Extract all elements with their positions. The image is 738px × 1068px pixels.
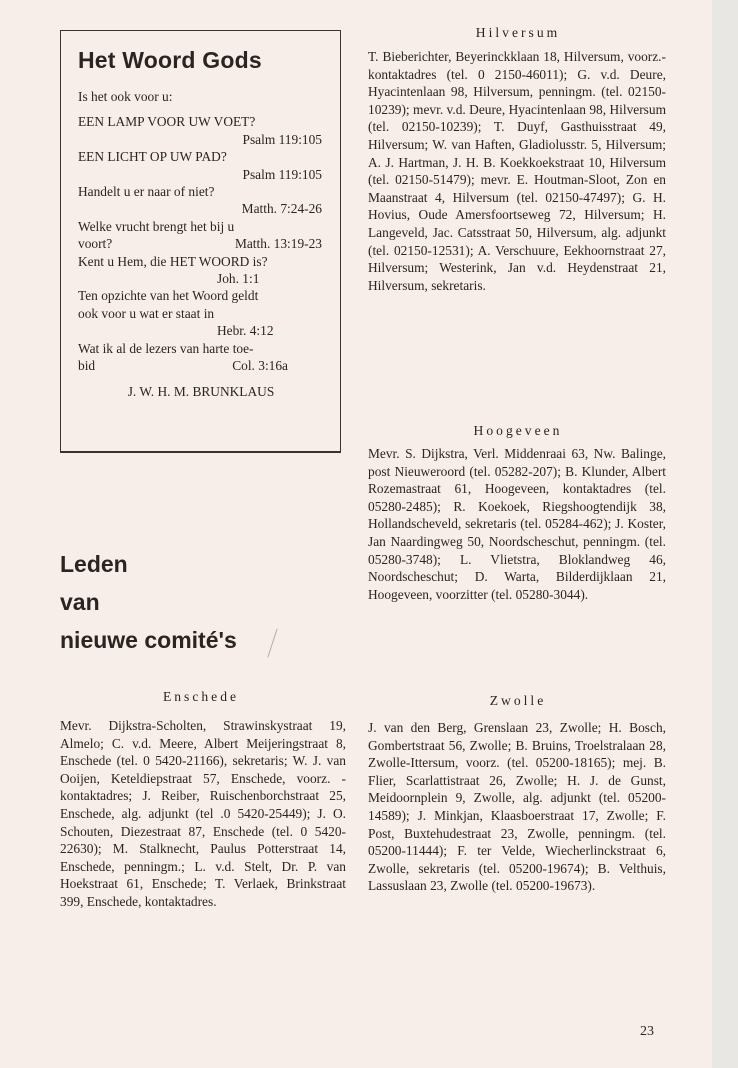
box-line: Welke vrucht brengt het bij u bbox=[78, 218, 235, 234]
section-title-hoogeveen: Hoogeveen bbox=[473, 423, 563, 438]
box-ref: Matth. 13:19-23 bbox=[234, 236, 322, 252]
box-line: EEN LICHT OP UW PAD? bbox=[78, 149, 227, 165]
box-line: Handelt u er naar of niet? bbox=[78, 184, 215, 200]
section-body-zwolle: J. van den Berg, Grenslaan 23, Zwolle; H. Bosch, Gombertstraat 56, Zwolle; B. Bruins, Troelstralaan 28, Zwolle-Ittersum, voorz. (tel. 05200-18165); mej. B. Flier, Scarlattistraat 26, Zwolle; H. J. de Gunst, Meidoornplein 9, Zwolle, alg. adjunkt (tel. 05200-14589); J. Minkjan, Klaasboerstraat 17, Zwolle; F. Post, Buxtehudestraat 23, Zwolle, penningm. (tel. 05200-11444); F. ter Velde, Wiecherlinckstraat 6, Zwolle, sekretaris (tel. 05200-19674); B. Velthuis, Lassuslaan 23, Zwolle (tel. 05200-19673). bbox=[368, 720, 666, 894]
box-intro: Is het ook voor u: bbox=[78, 89, 173, 104]
box-line: Wat ik al de lezers van harte toe- bbox=[78, 340, 254, 356]
section-body-hilversum: T. Bieberichter, Beyerinckklaan 18, Hilversum, voorz.-kontaktadres (tel. 0 2150-46011); G. v.d. Deure, Hyacintenlaan 98, Hilversum, penningm. (tel. 02150-10239); mevr. v.d. Deure, Hyacintenlaan 98, Hilversum (tel. 02150-10239); T. Duyf, Gasthuisstraat 49, Hilversum; W. van Haften, Gladiolusstr. 5, Hilversum; A. J. Hartman, J. H. B. Koekkoekstraat 10, Hilversum (tel. 02150-51479); mevr. E. Houtman-Sloot, Zon en Maanstraat 4, Hilversum (tel. 02150-47497); G. H. Hovius, Oude Amersfoortseweg 72, Hilversum; H. Langeveld, Jac. Catsstraat 50, Hilversum, alg. adjunkt (tel. 02150-12531); A. Verschuure, Eekhoornstraat 27, Hilversum; Westerink, Jan v.d. Heydenstraat 21, Hilversum, sekretaris. bbox=[368, 49, 666, 293]
box-ref: Matth. 7:24-26 bbox=[241, 201, 322, 217]
section-body-hoogeveen: Mevr. S. Dijkstra, Verl. Middenraai 63, Nw. Balinge, post Nieuweroord (tel. 05282-207); B. Klunder, Albert Rozemastraat 61, Hoogeveen, kontaktadres (tel. 05280-2485); R. Koekoek, Riegshoogtendijk 38, Hollandscheveld, sekretaris (tel. 05284-462); J. Koster, Jan Naardingweg 50, Noordscheschut, penningm. (tel. 05280-3748); L. Vlietstra, Bloklandweg 46, Noordscheschut; D. Warta, Bilderdijklaan 21, Hoogeveen, voorzitter (tel. 05280-3044). bbox=[368, 446, 666, 602]
box-ref: Hebr. 4:12 bbox=[217, 323, 274, 339]
scripture-box bbox=[60, 30, 341, 453]
page-title-line: nieuwe comité's bbox=[60, 627, 237, 653]
section-body-enschede: Mevr. Dijkstra-Scholten, Strawinskystraat 19, Almelo; C. v.d. Meere, Albert Meijeringstraat 8, Enschede (tel. 0 5420-21166), sekretaris; W. J. van Ooijen, Keteldiepstraat 57, Enschede, voorz. - kontaktadres; J. Reiber, Ruischenborchstraat 25, Enschede, alg. adjunkt (tel .0 5420-25449); J. O. Schouten, Diezestraat 87, Enschede (tel. 0 5420-22630); M. Stalknecht, Paulus Potterstraat 14, Enschede, penningm.; L. v.d. Stelt, Dr. P. van Hoekstraat 61, Enschede; T. Verlaek, Brinkstraat 399, Enschede, kontaktadres. bbox=[60, 718, 346, 909]
box-line: bid bbox=[78, 358, 96, 374]
box-ref: Psalm 119:105 bbox=[242, 131, 322, 147]
box-line: Kent u Hem, die HET WOORD is? bbox=[78, 253, 268, 269]
page-number: 23 bbox=[640, 1024, 654, 1039]
box-line: EEN LAMP VOOR UW VOET? bbox=[78, 114, 256, 130]
box-row bbox=[78, 357, 324, 374]
section-title-hilversum: Hilversum bbox=[475, 25, 561, 40]
box-row bbox=[78, 235, 324, 252]
box-line: Ten opzichte van het Woord geldt bbox=[78, 288, 259, 304]
page-title-line: Leden bbox=[60, 551, 128, 577]
box-ref: Joh. 1:1 bbox=[217, 271, 260, 287]
section-title-enschede: Enschede bbox=[162, 689, 240, 704]
box-ref: Col. 3:16a bbox=[232, 358, 288, 374]
page-title bbox=[60, 545, 237, 659]
page-title-line: van bbox=[60, 589, 100, 615]
box-line: ook voor u wat er staat in bbox=[78, 305, 215, 321]
box-ref: Psalm 119:105 bbox=[242, 166, 322, 182]
box-line: voort? bbox=[78, 236, 113, 252]
decorative-scratch bbox=[267, 629, 277, 658]
box-signature: J. W. H. M. BRUNKLAUS bbox=[127, 383, 275, 399]
box-title: Het Woord Gods bbox=[78, 47, 262, 73]
section-title-zwolle: Zwolle bbox=[489, 693, 547, 708]
